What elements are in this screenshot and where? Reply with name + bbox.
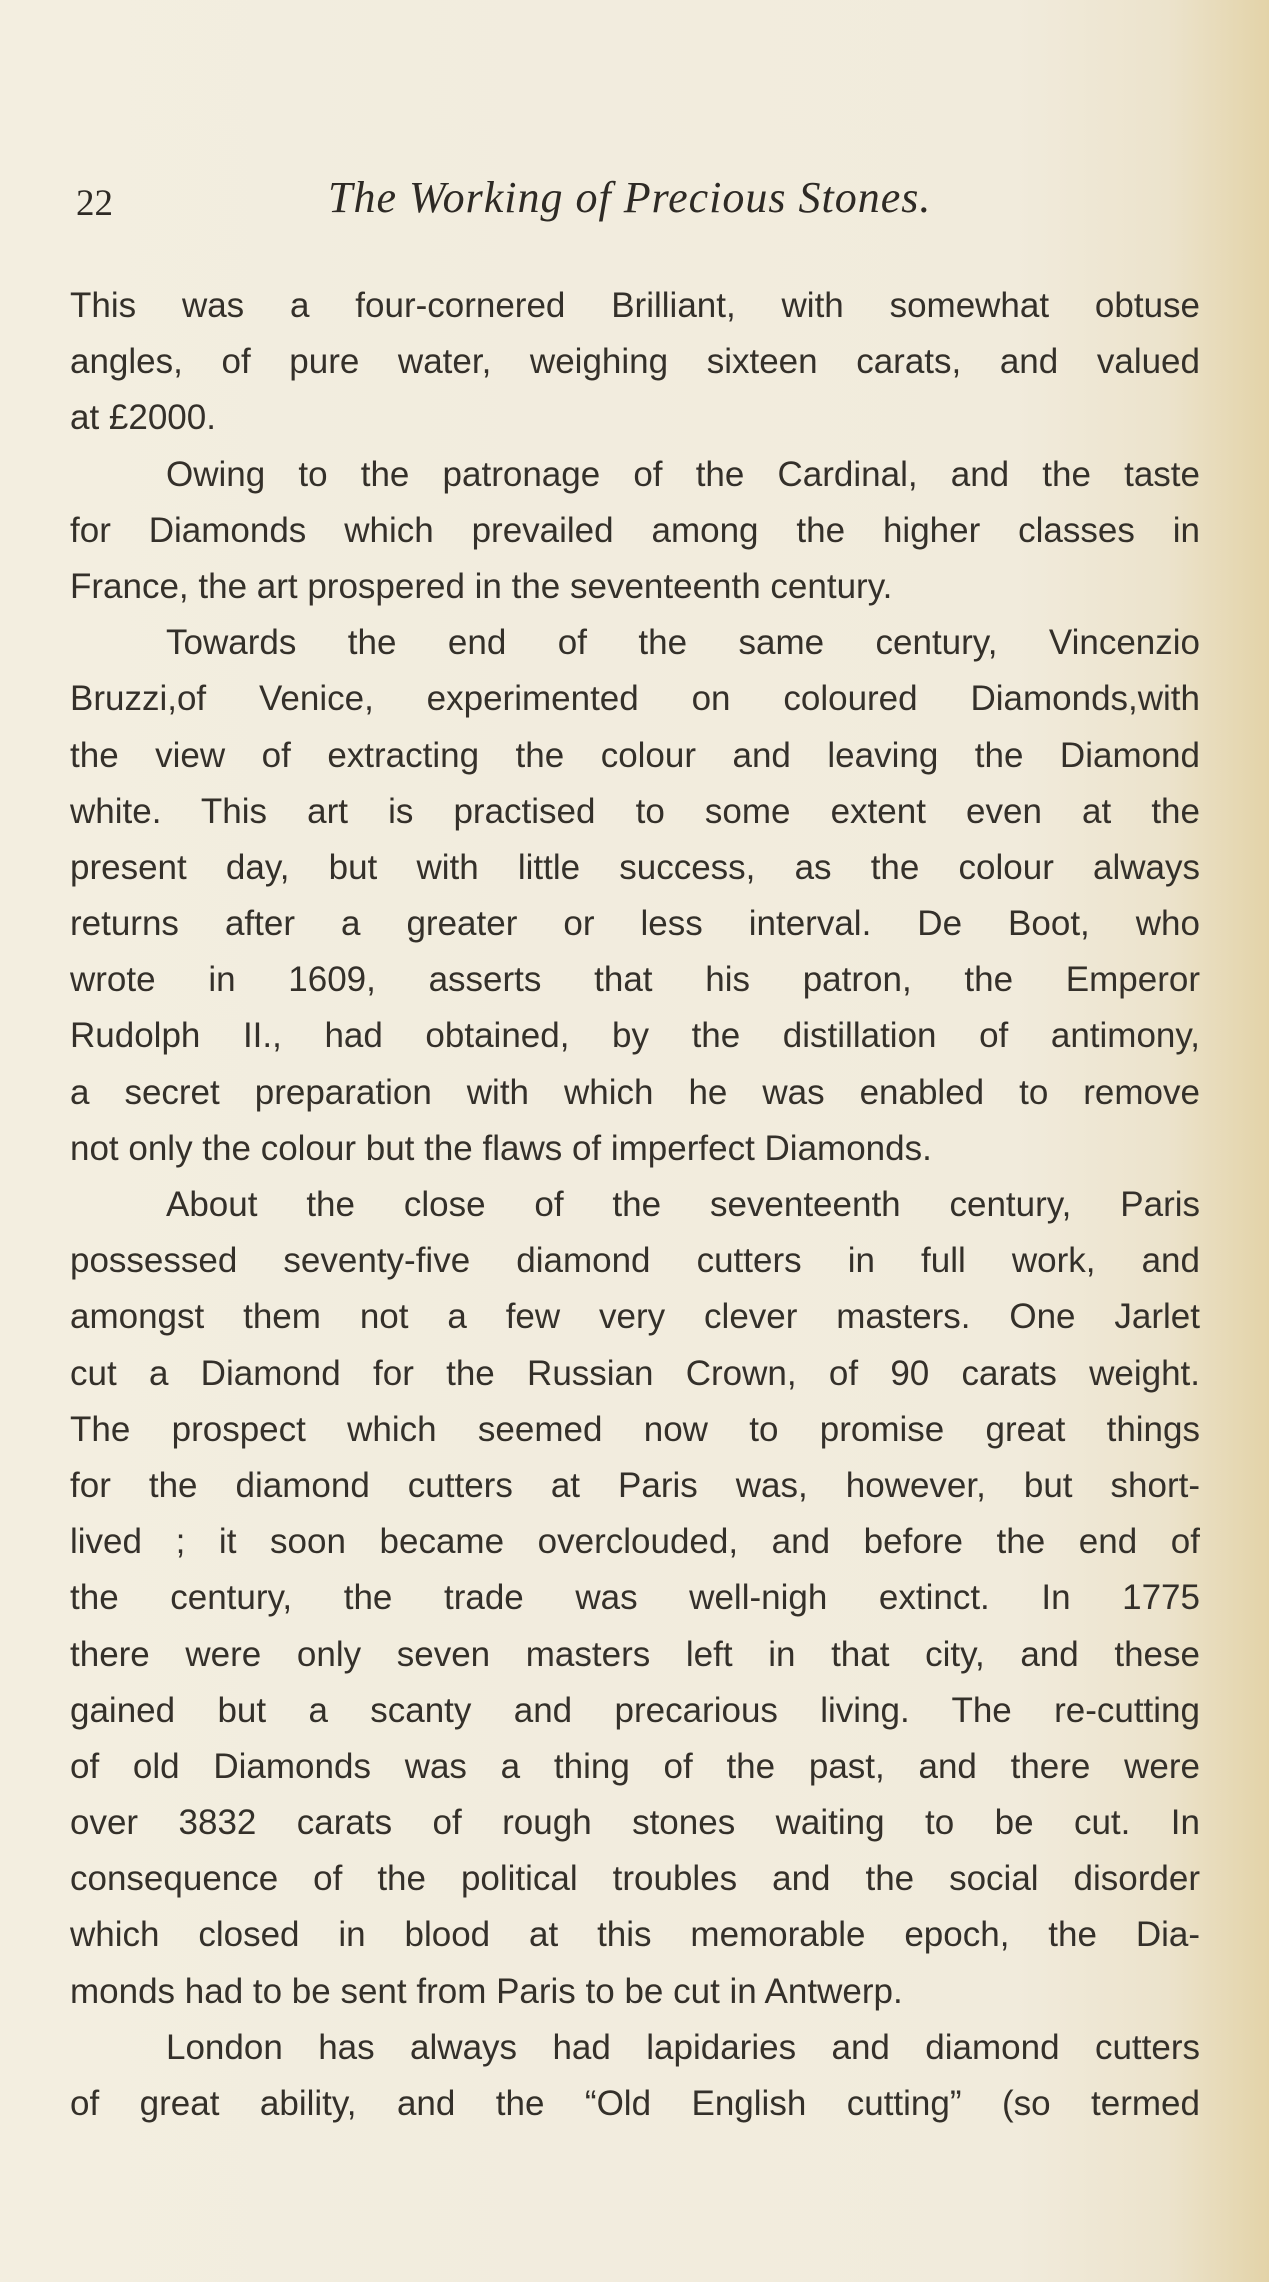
running-title: The Working of Precious Stones.: [328, 173, 932, 222]
text-line: consequence of the political troubles and the social disorder: [70, 1859, 1200, 1899]
text-line: lived ; it soon became overclouded, and before the end of: [70, 1522, 1200, 1562]
text-line: Bruzzi,of Venice, experimented on coloured Diamonds,with: [70, 679, 1200, 719]
text-line: which closed in blood at this memorable epoch, the Dia-: [70, 1915, 1200, 1955]
text-line: gained but a scanty and precarious living. The re-cutting: [70, 1690, 1200, 1730]
text-line: France, the art prospered in the seventeenth century.: [70, 566, 893, 606]
text-line: wrote in 1609, asserts that his patron, the Emperor: [70, 960, 1200, 1000]
text-line: Owing to the patronage of the Cardinal, and the taste: [166, 454, 1200, 494]
text-line: cut a Diamond for the Russian Crown, of 90 carats weight.: [70, 1353, 1200, 1393]
text-line: for the diamond cutters at Paris was, however, but short-: [70, 1465, 1200, 1505]
text-line: Rudolph II., had obtained, by the distillation of antimony,: [70, 1016, 1200, 1056]
body-text: [70, 278, 1200, 2132]
text-line: the view of extracting the colour and leaving the Diamond: [70, 735, 1200, 775]
text-line: the century, the trade was well-nigh extinct. In 1775: [70, 1578, 1200, 1618]
text-line: a secret preparation with which he was enabled to remove: [70, 1072, 1200, 1112]
text-line: over 3832 carats of rough stones waiting to be cut. In: [70, 1803, 1200, 1843]
text-line: of old Diamonds was a thing of the past, and there were: [70, 1746, 1200, 1786]
text-line: The prospect which seemed now to promise great things: [70, 1409, 1200, 1449]
text-line: Towards the end of the same century, Vincenzio: [166, 623, 1200, 663]
text-line: About the close of the seventeenth century, Paris: [166, 1185, 1200, 1224]
text-line: returns after a greater or less interval. De Boot, who: [70, 904, 1200, 944]
text-line: of great ability, and the “Old English cutting” (so termed: [70, 2084, 1200, 2123]
text-line: angles, of pure water, weighing sixteen carats, and valued: [70, 342, 1200, 382]
text-line: monds had to be sent from Paris to be cut in Antwerp.: [70, 1971, 903, 2011]
text-line: amongst them not a few very clever masters. One Jarlet: [70, 1297, 1200, 1337]
text-line: there were only seven masters left in that city, and these: [70, 1634, 1200, 1674]
text-line: at £2000.: [70, 398, 216, 438]
page-number: 22: [76, 183, 113, 224]
text-line: London has always had lapidaries and diamond cutters: [166, 2027, 1200, 2067]
page-header: [76, 172, 1206, 232]
text-line: present day, but with little success, as the colour always: [70, 847, 1200, 887]
text-line: for Diamonds which prevailed among the higher classes in: [70, 510, 1200, 550]
text-line: This was a four-cornered Brilliant, with somewhat obtuse: [70, 286, 1200, 325]
text-line: white. This art is practised to some extent even at the: [70, 791, 1200, 831]
text-line: possessed seventy-five diamond cutters in full work, and: [70, 1241, 1200, 1281]
text-line: not only the colour but the flaws of imperfect Diamonds.: [70, 1128, 932, 1168]
